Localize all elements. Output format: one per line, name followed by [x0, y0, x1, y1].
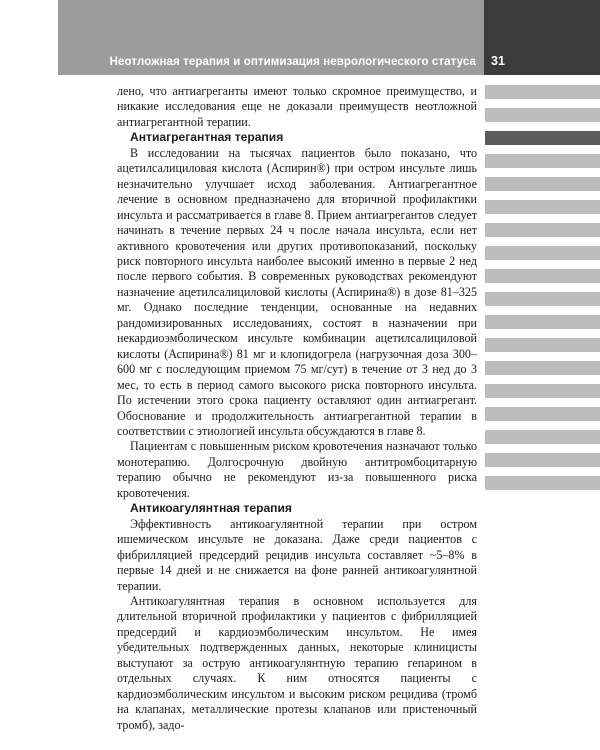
chapter-tab: [485, 223, 600, 237]
paragraph-continuation: лено, что антиагреганты имеют только скромное преимущество, и никакие исследования еще не доказали преимуществ неотложной антиагрегантной терапии.: [117, 84, 477, 129]
chapter-tab: [485, 315, 600, 329]
chapter-tab: [485, 85, 600, 99]
chapter-tab: [485, 177, 600, 191]
chapter-tab: [485, 154, 600, 168]
chapter-tab: [485, 269, 600, 283]
page-number: 31: [491, 54, 505, 68]
paragraph-antiplatelet-2: Пациентам с повышенным риском кровотечения назначают только монотерапию. Долгосрочную двойную антитромбоцитарную терапию обычно не рекомендуют из-за повышенного риска кровотечения.: [117, 439, 477, 500]
body-text: [117, 84, 477, 733]
chapter-tab: [485, 476, 600, 490]
chapter-tab-stack: [485, 85, 600, 499]
chapter-tab: [485, 292, 600, 306]
chapter-tab: [485, 430, 600, 444]
chapter-tab: [485, 453, 600, 467]
chapter-tab: [485, 384, 600, 398]
chapter-tab: [485, 200, 600, 214]
running-header-bar: [58, 0, 484, 75]
section-heading-antiplatelet: Антиагрегантная терапия: [130, 130, 284, 145]
section-heading-anticoagulant: Антикоагулянтная терапия: [130, 501, 292, 516]
paragraph-anticoagulant-1: Эффективность антикоагулянтной терапии при остром ишемическом инсульте не доказана. Даже среди пациентов с фибрилляцией предсердий рецидив инсульта составляет ~5–8% в первые 14 дней и не снижается на фоне ранней антикоагулянтной терапии.: [117, 516, 477, 593]
paragraph-anticoagulant-2: Антикоагулянтная терапия в основном используется для длительной вторичной профилактики у пациентов с фибрилляцией предсердий и кардиоэмболическим инсультом. Не имея убедительных подтвержденных данных, некоторые клиницисты выступают за острую антикоагулянтную терапию гепарином в отдельных случаях. К ним относятся пациенты с кардиоэмболическим инсультом и высоким риском рецидива (тромб на клапанах, металлические протезы клапанов или пристеночный тромб), задо-: [117, 593, 477, 732]
chapter-tab-active: [485, 131, 600, 145]
chapter-tab: [485, 338, 600, 352]
page-number-block: [484, 0, 600, 75]
chapter-tab: [485, 407, 600, 421]
chapter-tab: [485, 246, 600, 260]
chapter-tab: [485, 108, 600, 122]
paragraph-antiplatelet-1: В исследовании на тысячах пациентов было показано, что ацетилсалициловая кислота (Аспирин®) при остром инсульте лишь незначительно улучшает исход заболевания. Антиагрегантное лечение в основном предназначено для вторичной профилактики инсульта и рассматривается в главе 8. Прием антиагрегантов следует начинать в течение первых 24 ч после начала инсульта, если нет активного кровотечения или других противопоказаний, поскольку риск повторного инсульта наиболее высокий именно в первые 2 нед после первого события. В современных руководствах рекомендуют назначение ацетилсалициловой кислоты (Аспирина®) в дозе 81–325 мг. Однако последние тенденции, основанные на недавних рандомизированных исследованиях, состоят в назначении при некардиоэмболическом инсульте комбинации ацетилсалициловой кислоты (Аспирина®) 81 мг и клопидогрела (нагрузочная доза 300–600 мг с последующим приемом 75 мг/сут) в течение от 3 нед до 3 мес, то есть в период самого высокого риска повторного инсульта. По истечении этого срока пациенту оставляют один антиагрегант. Обоснование и продолжительность антиагрегантной терапии в соответствии с этиологией инсульта обсуждаются в главе 8.: [117, 145, 477, 438]
chapter-tab: [485, 361, 600, 375]
running-header-title: Неотложная терапия и оптимизация неврологического статуса: [109, 56, 476, 68]
